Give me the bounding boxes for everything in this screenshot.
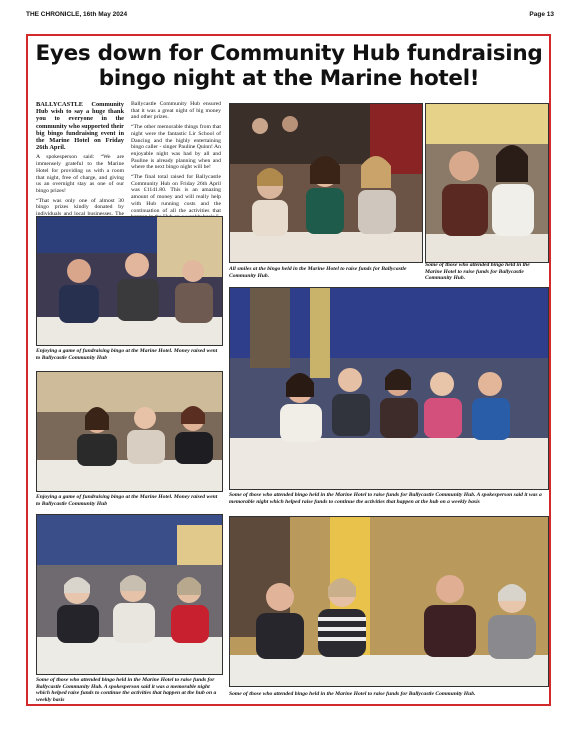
article-column-1 [36, 101, 124, 227]
photo-three-women-bingo [36, 514, 223, 675]
photo-large-group-table [229, 287, 549, 490]
publication-date: THE CHRONICLE, 16th May 2024 [26, 11, 128, 18]
article-column-2 [131, 101, 221, 224]
page-number: Page 13 [529, 11, 554, 18]
photo-three-women-table [36, 371, 223, 492]
caption-large-group: Some of those who attended bingo held in the Marine Hotel to raise funds for Ballycastle Community Hub. A spokesperson said it was a memorable night which helped raise funds to continue the activities that happen at the hub on a weekly basis [229, 492, 542, 505]
caption-man-and-woman: Some of those who attended bingo held in the Marine Hotel to raise funds for Ballycastle Community Hub. [425, 262, 530, 282]
caption-four-women: All smiles at the bingo held in the Marine Hotel to raise funds for Ballycastle Community Hub. [229, 266, 407, 279]
photo-man-and-woman [425, 103, 549, 263]
article-paragraph: Ballycastle Community Hub ensured that it was a great night of big money and other prizes. [131, 101, 221, 121]
photo-four-people-curtain [229, 516, 549, 687]
headline: Eyes down for Community Hub fundraising bingo night at the Marine hotel! [35, 41, 543, 91]
article-paragraph: “The final total raised for Ballycastle Community Hub on Friday 26th April was £1141.80. This is an amazing amount of money and will really help with Hub running costs and the continuation of all the activities that [131, 174, 221, 214]
photo-four-women-smiling [229, 103, 423, 263]
caption-three-people: Enjoying a game of fundraising bingo at the Marine Hotel. Money raised went to Ballycastle Community Hub [36, 348, 218, 361]
article-paragraph: “That was only one of almost 30 bingo prizes kindly donated by individuals and local businesses. The [36, 197, 124, 218]
article-lead: BALLYCASTLE Community Hub wish to say a huge thank you to everyone in the community who supported their big bingo fundraising event in the Marine Hotel on Friday 26th April. [36, 101, 124, 152]
article-paragraph: A spokesperson said: “We are immensely grateful to the Marine Hotel for providing us with a room that night, free of charge, and giving us an overnight stay as one of our bingo prizes! [36, 154, 124, 194]
caption-four-people: Some of those who attended bingo held in the Marine Hotel to raise funds for Ballycastle Community Hub. [229, 691, 476, 697]
article-paragraph: “The other memorable things from that night were the fantastic Lir School of Dancing and the highly entertaining bingo caller - singer Pauline Quinn! An enjoyable night was had by all and Pauline is already planning when and where the next bingo night will be! [131, 124, 221, 171]
photo-three-people-table [36, 216, 223, 346]
page-header [26, 0, 554, 19]
caption-three-women: Enjoying a game of fundraising bingo at the Marine Hotel. Money raised went to Ballycastle Community Hub [36, 494, 218, 507]
caption-three-women-bingo: Some of those who attended bingo held in the Marine Hotel to raise funds for Ballycastle Community Hub. A spokesperson said it was a memorable night which helped raise funds to continue the activities that happen at the hub on a weekly basis [36, 677, 217, 703]
